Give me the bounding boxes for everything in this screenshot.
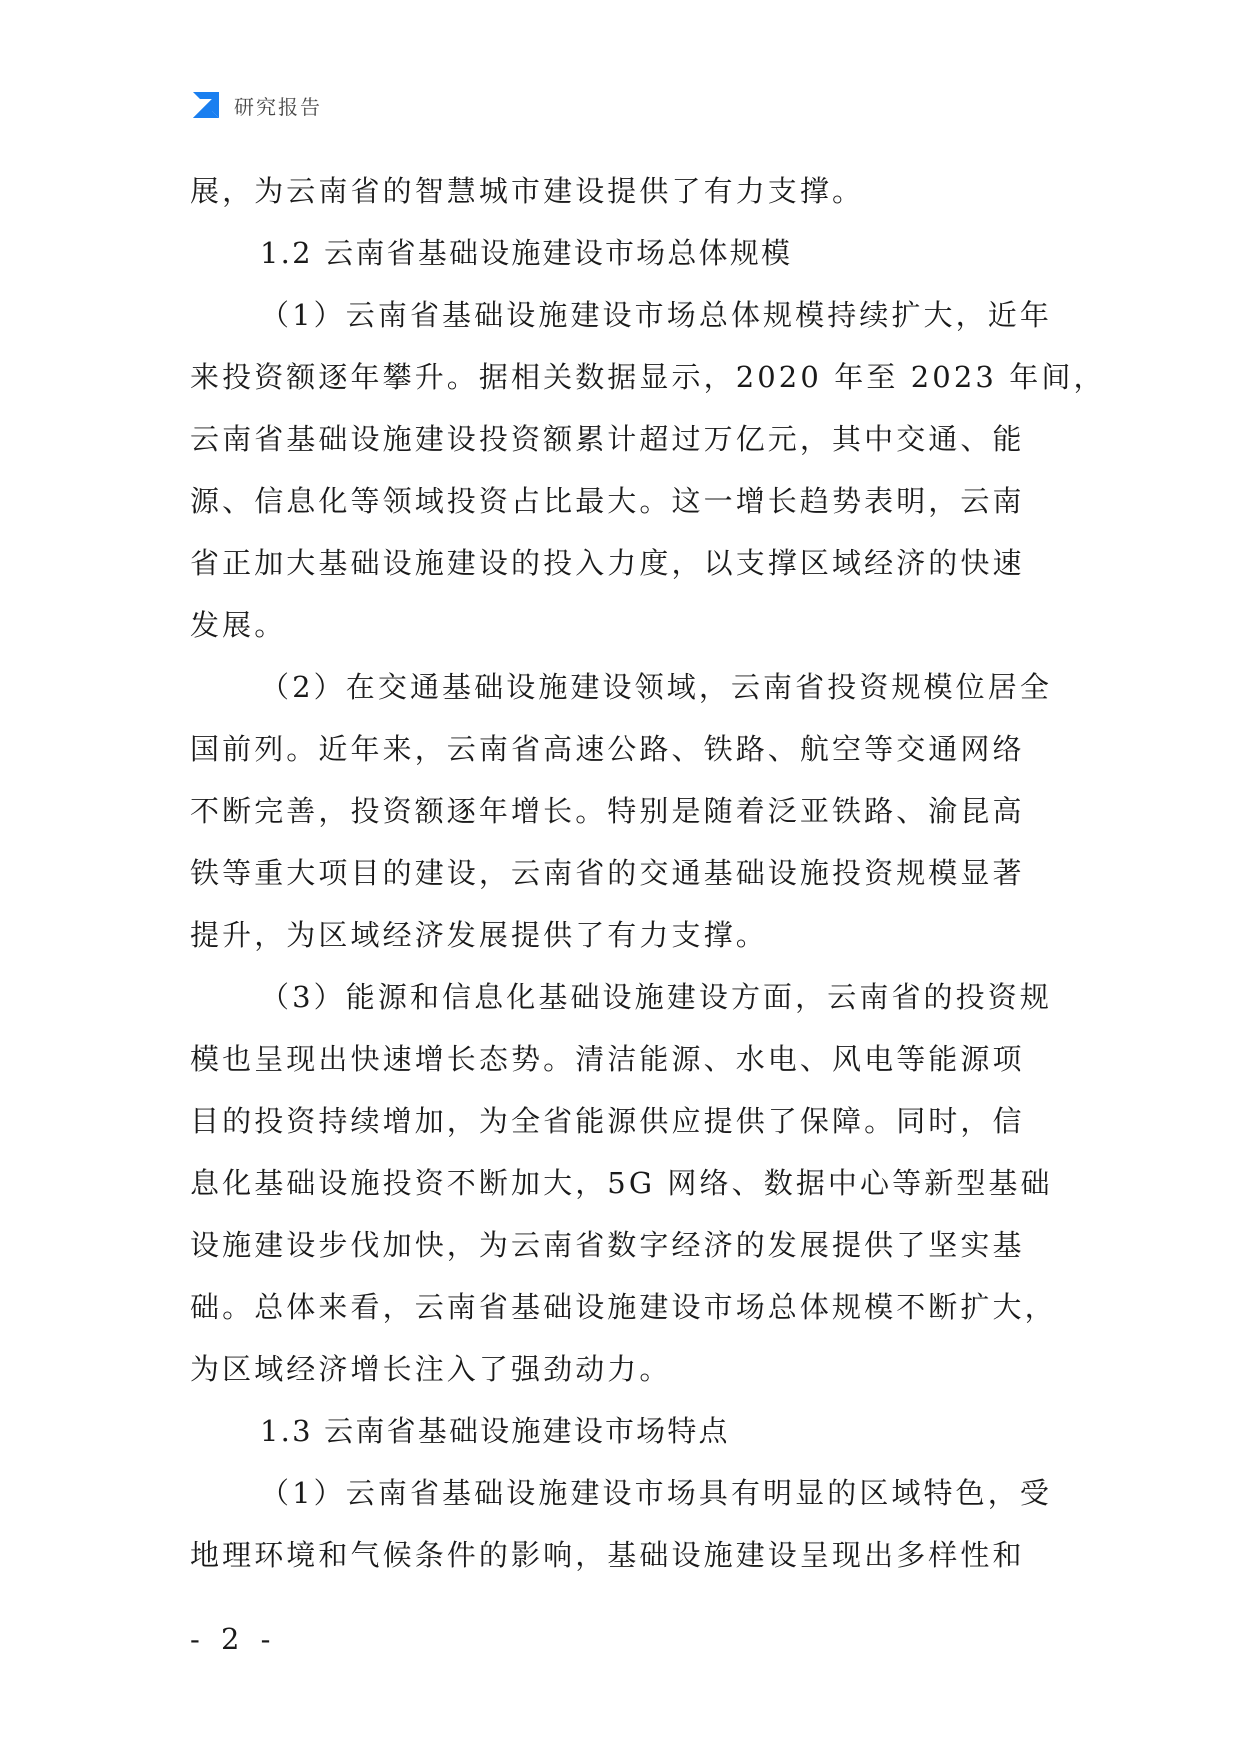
paragraph-line: （1）云南省基础设施建设市场总体规模持续扩大，近年 xyxy=(260,298,1052,332)
paragraph-line: 铁等重大项目的建设，云南省的交通基础设施投资规模显著 xyxy=(190,856,1025,890)
paragraph-line: 目的投资持续增加，为全省能源供应提供了保障。同时，信 xyxy=(190,1104,1025,1138)
report-header xyxy=(190,88,322,122)
report-title: 研究报告 xyxy=(234,94,322,119)
paragraph-line: 云南省基础设施建设投资额累计超过万亿元，其中交通、能 xyxy=(190,422,1025,456)
section-heading: 1.2 云南省基础设施建设市场总体规模 xyxy=(260,236,793,270)
document-body xyxy=(190,160,1106,1586)
paragraph-line: 为区域经济增长注入了强劲动力。 xyxy=(190,1352,672,1386)
paragraph-line: 础。总体来看，云南省基础设施建设市场总体规模不断扩大， xyxy=(190,1290,1057,1324)
paragraph-line: （2）在交通基础设施建设领域，云南省投资规模位居全 xyxy=(260,670,1052,704)
paragraph-line: （3）能源和信息化基础设施建设方面，云南省的投资规 xyxy=(260,980,1052,1014)
paragraph-line: 省正加大基础设施建设的投入力度，以支撑区域经济的快速 xyxy=(190,546,1025,580)
paragraph-line: 地理环境和气候条件的影响，基础设施建设呈现出多样性和 xyxy=(190,1538,1025,1572)
paragraph-line: 不断完善，投资额逐年增长。特别是随着泛亚铁路、渝昆高 xyxy=(190,794,1025,828)
paragraph-line: 国前列。近年来，云南省高速公路、铁路、航空等交通网络 xyxy=(190,732,1025,766)
paragraph-line: （1）云南省基础设施建设市场具有明显的区域特色，受 xyxy=(260,1476,1052,1510)
paragraph-line: 模也呈现出快速增长态势。清洁能源、水电、风电等能源项 xyxy=(190,1042,1025,1076)
page-number: - 2 - xyxy=(190,1622,277,1656)
paragraph-line: 设施建设步伐加快，为云南省数字经济的发展提供了坚实基 xyxy=(190,1228,1025,1262)
paragraph-line: 展，为云南省的智慧城市建设提供了有力支撑。 xyxy=(190,174,865,208)
paragraph-line: 来投资额逐年攀升。据相关数据显示，2020 年至 2023 年间， xyxy=(190,360,1106,394)
paragraph-line: 提升，为区域经济发展提供了有力支撑。 xyxy=(190,918,768,952)
paragraph-line: 发展。 xyxy=(190,608,287,642)
paragraph-line: 息化基础设施投资不断加大，5G 网络、数据中心等新型基础 xyxy=(190,1166,1053,1200)
section-heading: 1.3 云南省基础设施建设市场特点 xyxy=(260,1414,730,1448)
arrow-up-right-icon xyxy=(190,89,222,121)
paragraph-line: 源、信息化等领域投资占比最大。这一增长趋势表明，云南 xyxy=(190,484,1025,518)
